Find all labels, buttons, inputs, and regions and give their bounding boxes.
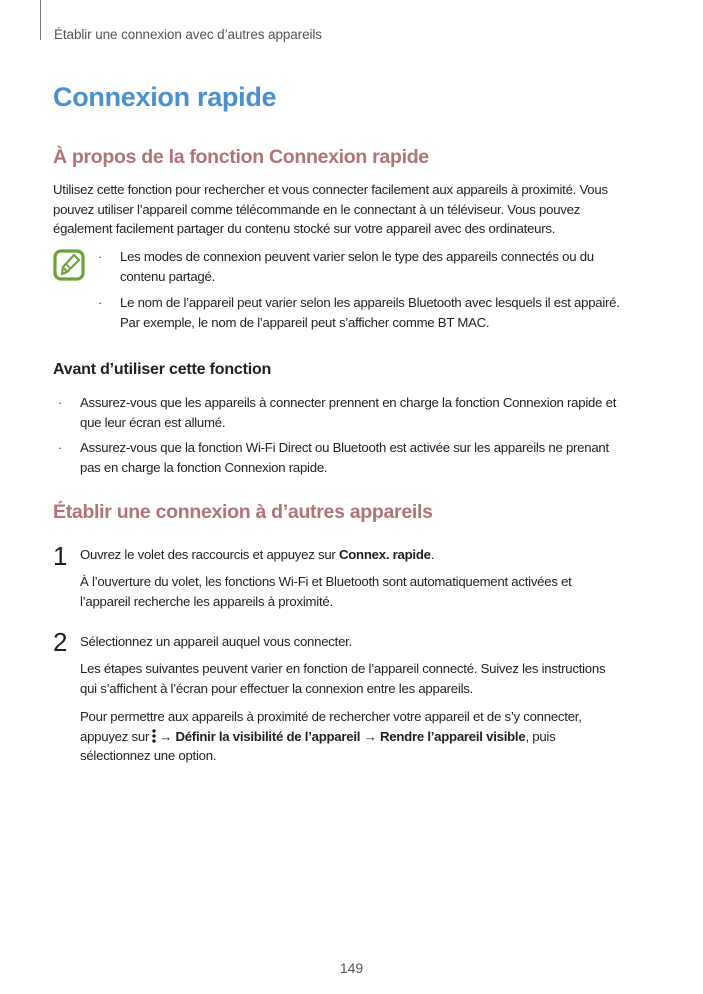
- make-visible-label: Rendre l’appareil visible: [379, 728, 526, 744]
- section-heading-before: Avant d’utiliser cette fonction: [53, 361, 272, 378]
- note-item: [98, 293, 620, 332]
- connex-rapide-label: Connex. rapide: [338, 547, 431, 562]
- step-2-detail: [80, 659, 605, 698]
- page-number: 149: [339, 960, 364, 976]
- detail-line: [80, 727, 582, 747]
- note-line: Les modes de connexion peuvent varier selon le type des appareils connectés ou du: [120, 249, 594, 264]
- section-heading-about: À propos de la fonction Connexion rapide: [53, 146, 429, 168]
- step-text: .: [430, 547, 435, 562]
- note-line: Le nom de l’appareil peut varier selon les appareils Bluetooth avec lesquels il est appairé.: [120, 295, 620, 310]
- note-line: contenu partagé.: [120, 268, 215, 284]
- visibility-setting-label: Définir la visibilité de l’appareil: [175, 728, 361, 744]
- detail-line: l’appareil recherche les appareils à proximité.: [80, 593, 333, 609]
- section-heading-connect: Établir une connexion à d’autres appareils: [53, 501, 433, 523]
- arrow-icon: →: [363, 728, 377, 744]
- detail-line: sélectionnez une option.: [80, 748, 217, 763]
- step-2-text: Sélectionnez un appareil auquel vous connecter.: [80, 634, 352, 649]
- arrow-icon: →: [159, 728, 173, 744]
- note-pencil-icon: [53, 249, 85, 281]
- detail-line: À l’ouverture du volet, les fonctions Wi-Fi et Bluetooth sont automatiquement activées et: [80, 574, 572, 589]
- note-line: Par exemple, le nom de l’appareil peut s’afficher comme BT MAC.: [120, 314, 490, 330]
- bullet-dot: ·: [98, 249, 103, 264]
- more-options-icon: [151, 729, 157, 743]
- step-number: 1: [53, 541, 68, 571]
- step-2-visibility: [80, 707, 582, 766]
- bullet-line: Assurez-vous que la fonction Wi-Fi Direct ou Bluetooth est activée sur les appareils ne prenant: [80, 440, 609, 455]
- bullet-line: pas en charge la fonction Connexion rapide.: [80, 459, 328, 475]
- detail-line: Les étapes suivantes peuvent varier en fonction de l’appareil connecté. Suivez les instructions: [80, 661, 606, 676]
- bullet-item: [58, 393, 617, 432]
- bullet-dot: ·: [58, 395, 63, 410]
- detail-text: , puis: [525, 728, 556, 744]
- bullet-dot: ·: [58, 440, 63, 455]
- detail-line: Pour permettre aux appareils à proximité de rechercher votre appareil et de s’y connecter,: [80, 709, 582, 724]
- about-paragraph: [53, 180, 608, 239]
- bullet-line: Assurez-vous que les appareils à connecter prennent en charge la fonction Connexion rapide et: [80, 395, 617, 410]
- step-number: 2: [53, 627, 68, 657]
- page-title: Connexion rapide: [53, 82, 277, 112]
- running-header: Établir une connexion avec d’autres appareils: [54, 27, 322, 42]
- note-item: [98, 247, 594, 286]
- detail-text: appuyez sur: [80, 728, 150, 744]
- header-rule: [40, 0, 41, 40]
- bullet-dot: ·: [98, 295, 103, 310]
- paragraph-line: Utilisez cette fonction pour rechercher et vous connecter facilement aux appareils à proximité. Vous: [53, 182, 608, 197]
- step-1-text: [80, 545, 434, 565]
- bullet-line: que leur écran est allumé.: [80, 414, 226, 430]
- paragraph-line: pouvez utiliser l’appareil comme télécommande en le connectant à un téléviseur. Vous pouvez: [53, 201, 581, 217]
- detail-line: qui s’affichent à l’écran pour effectuer la connexion entre les appareils.: [80, 680, 474, 696]
- paragraph-line: également facilement partager du contenu stocké sur votre appareil avec des ordinateurs.: [53, 221, 556, 236]
- step-text: Ouvrez le volet des raccourcis et appuyez sur: [80, 547, 339, 562]
- bullet-item: [58, 438, 609, 477]
- step-1-detail: [80, 572, 572, 611]
